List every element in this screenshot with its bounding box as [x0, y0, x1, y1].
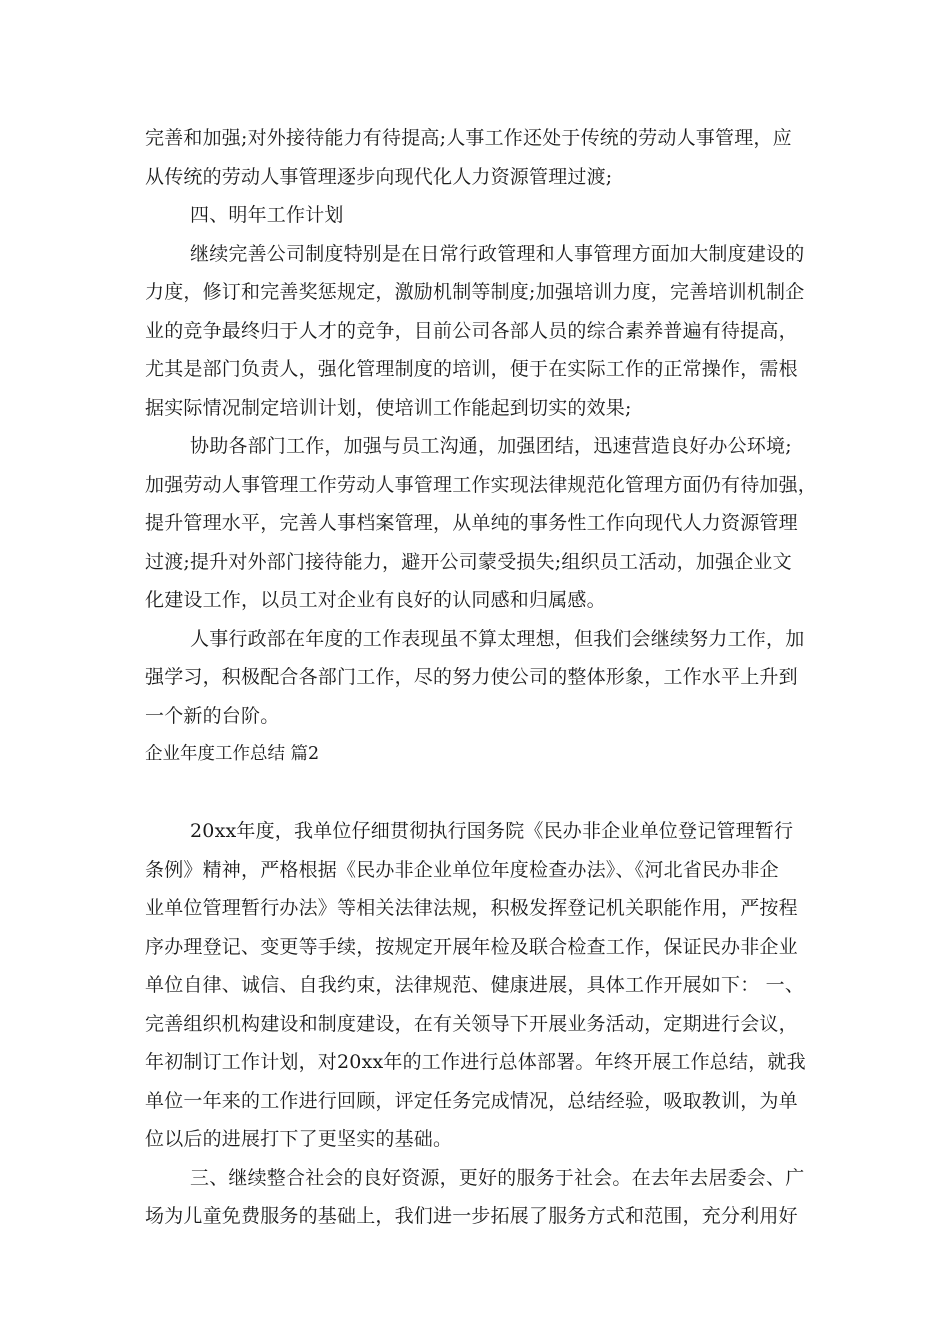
paragraph-line: 加强劳动人事管理工作劳动人事管理工作实现法律规范化管理方面仍有待加强， [145, 473, 818, 496]
paragraph-line: 场为儿童免费服务的基础上，我们进一步拓展了服务方式和范围，充分利用好 [145, 1205, 798, 1227]
paragraph-line: 三、继续整合社会的良好资源，更好的服务于社会。在去年去居委会、广 [190, 1166, 805, 1189]
paragraph-line: 力度，修订和完善奖惩规定，激励机制等制度;加强培训力度，完善培训机制企 [145, 281, 805, 303]
paragraph-line: 业的竞争最终归于人才的竞争，目前公司各部人员的综合素养普遍有待提高， [145, 319, 798, 342]
paragraph-line: 协助各部门工作，加强与员工沟通，加强团结，迅速营造良好办公环境; [190, 435, 792, 457]
paragraph-line: 尤其是部门负责人，强化管理制度的培训，便于在实际工作的正常操作，需根 [145, 358, 798, 380]
paragraph-line: 化建设工作，以员工对企业有良好的认同感和归属感。 [145, 589, 606, 611]
paragraph-line: 强学习，积极配合各部门工作，尽的努力使公司的整体形象，工作水平上升到 [145, 666, 798, 688]
paragraph-line: 过渡;提升对外部门接待能力，避开公司蒙受损失;组织员工活动，加强企业文 [145, 550, 792, 573]
paragraph-line: 年初制订工作计划，对20xx年的工作进行总体部署。年终开展工作总结，就我 [145, 1051, 806, 1073]
paragraph-line: 一个新的台阶。 [145, 704, 280, 727]
paragraph-line: 位以后的进展打下了更坚实的基础。 [145, 1128, 453, 1150]
paragraph-line: 业单位管理暂行办法》等相关法律法规，积极发挥登记机关职能作用，严按程 [145, 897, 798, 919]
paragraph-line: 单位一年来的工作进行回顾，评定任务完成情况，总结经验，吸取教训，为单 [145, 1089, 798, 1112]
paragraph-line: 20xx年度，我单位仔细贯彻执行国务院《民办非企业单位登记管理暂行 [190, 820, 794, 842]
document-body [145, 119, 818, 1236]
paragraph-line: 单位自律、诚信、自我约束，法律规范、健康进展，具体工作开展如下： 一、 [145, 974, 805, 996]
paragraph-line: 继续完善公司制度特别是在日常行政管理和人事管理方面加大制度建设的 [190, 242, 805, 265]
paragraph-line: 序办理登记、变更等手续，按规定开展年检及联合检查工作，保证民办非企业 [145, 935, 798, 958]
paragraph-line: 完善组织机构建设和制度建设，在有关领导下开展业务活动，定期进行会议， [145, 1012, 798, 1035]
paragraph-line: 条例》精神，严格根据《民办非企业单位年度检查办法》、《河北省民办非企 [145, 858, 779, 881]
paragraph-line: 从传统的劳动人事管理逐步向现代化人力资源管理过渡; [145, 165, 613, 188]
paragraph-line: 完善和加强;对外接待能力有待提高;人事工作还处于传统的劳动人事管理，应 [145, 127, 792, 149]
paragraph-line: 人事行政部在年度的工作表现虽不算太理想，但我们会继续努力工作，加 [190, 627, 805, 650]
paragraph-line: 据实际情况制定培训计划，使培训工作能起到切实的效果; [145, 396, 632, 419]
section-heading: 四、明年工作计划 [190, 204, 344, 226]
blank-line [145, 774, 810, 813]
article-title: 企业年度工作总结 篇2 [145, 744, 320, 764]
paragraph-line: 提升管理水平，完善人事档案管理，从单纯的事务性工作向现代人力资源管理 [145, 512, 798, 534]
